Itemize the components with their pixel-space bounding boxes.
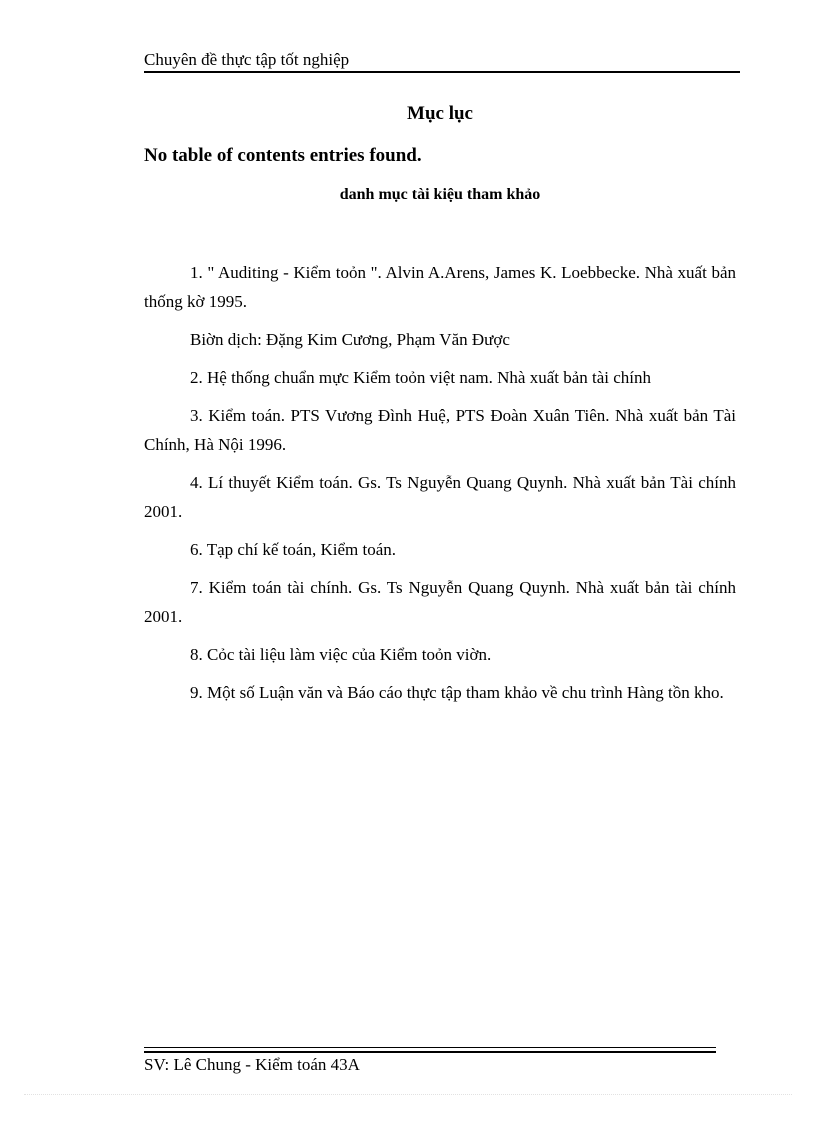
reference-item: 7. Kiểm toán tài chính. Gs. Ts Nguyễn Quang Quynh. Nhà xuất bản tài chính 2001.	[144, 578, 736, 626]
reference-item: 8. Cỏc tài liệu làm việc của Kiểm toỏn viờn.	[190, 645, 492, 664]
references-title: danh mục tài kiệu tham khảo	[339, 186, 541, 203]
reference-item: 6. Tạp chí kế toán, Kiểm toán.	[190, 540, 396, 559]
reference-item: 9. Một số Luận văn và Báo cáo thực tập tham khảo về chu trình Hàng tồn kho.	[190, 683, 724, 702]
page-footer-text: SV: Lê Chung - Kiểm toán 43A	[144, 1055, 360, 1074]
reference-item: 3. Kiểm toán. PTS Vương Đình Huệ, PTS Đoàn Xuân Tiên. Nhà xuất bản Tài Chính, Hà Nội 1996.	[144, 406, 736, 454]
toc-title: Mục lục	[407, 103, 473, 124]
page-header-title: Chuyên đề thực tập tốt nghiệp	[144, 50, 350, 69]
references-list	[144, 258, 736, 716]
footer-rule-thick	[144, 1051, 716, 1053]
reference-item: Biờn dịch: Đặng Kim Cương, Phạm Văn Được	[190, 330, 510, 349]
reference-item: 4. Lí thuyết Kiểm toán. Gs. Ts Nguyễn Quang Quynh. Nhà xuất bản Tài chính 2001.	[144, 473, 736, 521]
toc-empty-message: No table of contents entries found.	[144, 145, 422, 166]
header-rule	[144, 71, 740, 73]
page-edge-divider	[24, 1094, 792, 1095]
reference-item: 1. " Auditing - Kiểm toỏn ". Alvin A.Arens, James K. Loebbecke. Nhà xuất bản thống kờ 1995.	[144, 263, 736, 311]
reference-item: 2. Hệ thống chuẩn mực Kiểm toỏn việt nam. Nhà xuất bản tài chính	[190, 368, 652, 387]
footer-rule-thin	[144, 1047, 716, 1048]
